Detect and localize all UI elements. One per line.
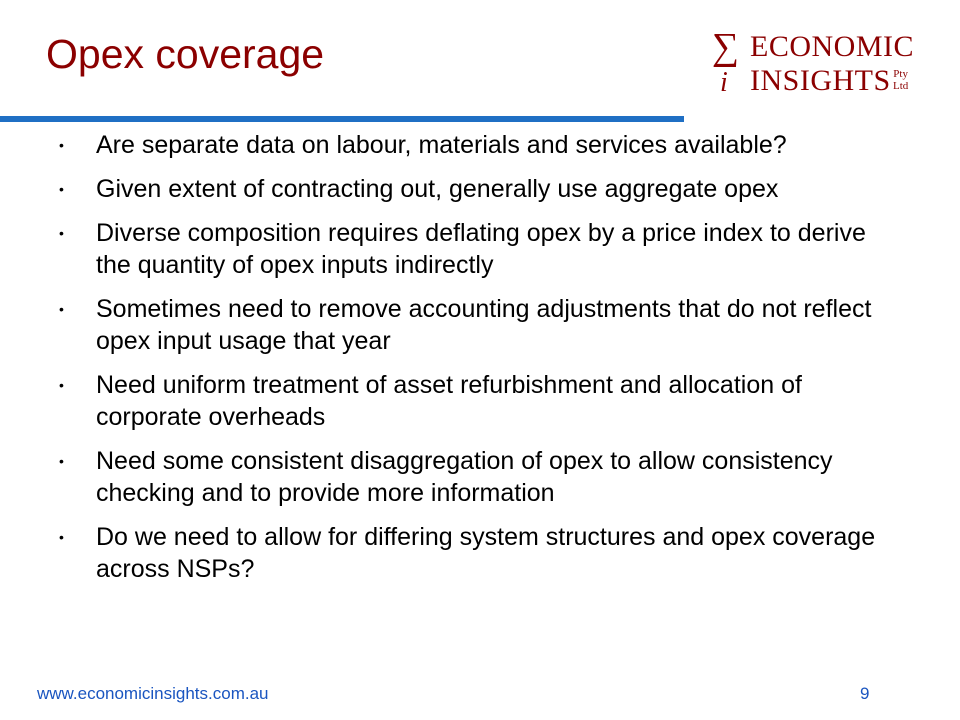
bullet-item — [56, 293, 896, 357]
bullet-dot-icon: • — [59, 377, 64, 393]
logo-italic-i: i — [720, 67, 728, 98]
logo-word-economic: ECONOMIC — [750, 30, 915, 63]
bullet-dot-icon: • — [59, 181, 64, 197]
bullet-dot-icon: • — [59, 301, 64, 317]
bullet-dot-icon: • — [59, 529, 64, 545]
title-underline-rule — [0, 116, 684, 122]
bullet-item — [56, 445, 896, 509]
logo-sigma-symbol: ∑ — [712, 26, 740, 68]
economic-insights-logo — [712, 26, 922, 100]
bullet-item — [56, 173, 896, 205]
logo-ltd: Ltd — [893, 80, 909, 92]
bullet-text: Need some consistent disaggregation of opex to allow consistency checking and to provide more information — [96, 447, 833, 507]
logo-pty: Pty — [893, 68, 908, 80]
bullet-item — [56, 129, 896, 161]
bullet-item — [56, 217, 896, 281]
bullet-item — [56, 521, 896, 585]
bullet-list — [56, 129, 896, 597]
bullet-text: Do we need to allow for differing system structures and opex coverage across NSPs? — [96, 523, 876, 583]
bullet-dot-icon: • — [59, 453, 64, 469]
logo-pty-ltd — [893, 68, 908, 92]
bullet-text: Diverse composition requires deflating opex by a price index to derive the quantity of opex inputs indirectly — [96, 219, 866, 279]
footer-website-url: www.economicinsights.com.au — [37, 684, 269, 703]
bullet-text: Sometimes need to remove accounting adjustments that do not reflect opex input usage that year — [96, 295, 872, 355]
bullet-text: Given extent of contracting out, generally use aggregate opex — [96, 175, 779, 203]
bullet-dot-icon: • — [59, 137, 64, 153]
logo-word-insights: INSIGHTS — [750, 64, 891, 97]
bullet-text: Are separate data on labour, materials and services available? — [96, 131, 787, 159]
slide-page-number: 9 — [860, 684, 870, 703]
slide-title: Opex coverage — [46, 31, 325, 77]
bullet-item — [56, 369, 896, 433]
bullet-text: Need uniform treatment of asset refurbishment and allocation of corporate overheads — [96, 371, 802, 431]
bullet-dot-icon: • — [59, 225, 64, 241]
